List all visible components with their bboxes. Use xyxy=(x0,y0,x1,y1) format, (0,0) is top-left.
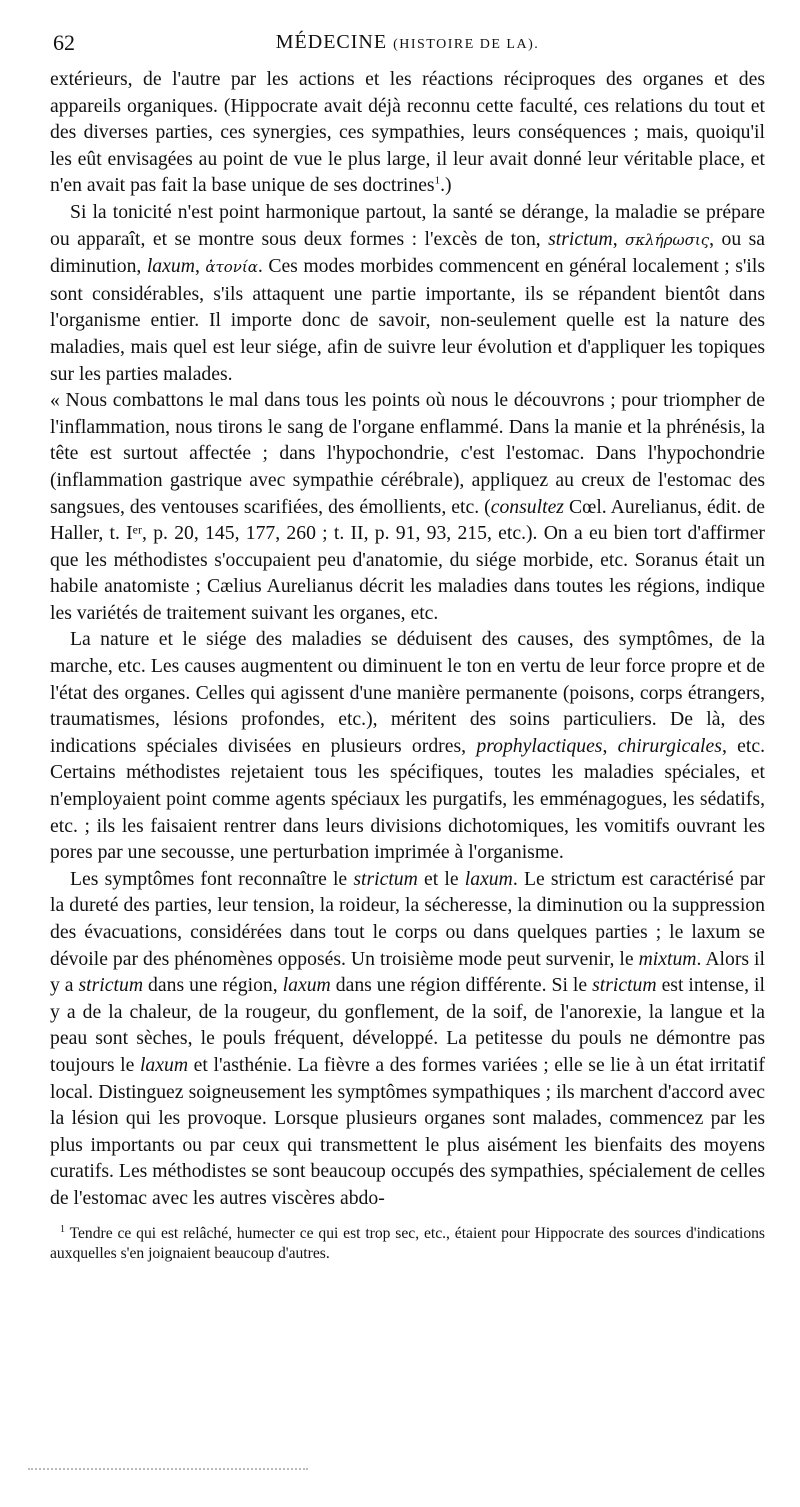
greek-term: ἀτονία xyxy=(205,258,258,277)
italic-term: prophylactiques xyxy=(476,734,603,757)
footnote-marker: 1 xyxy=(60,1223,65,1235)
italic-term: laxum xyxy=(282,974,331,997)
text-run: .) xyxy=(440,174,452,197)
italic-term: strictum xyxy=(78,974,144,997)
footnote-ref: 1 xyxy=(434,174,441,187)
italic-term: chirurgicales xyxy=(617,734,722,757)
page-number: 62 xyxy=(53,30,75,55)
paragraph xyxy=(50,199,765,387)
text-run: La nature et le siége des maladies se déduisent des causes, des symptômes, de la marche, etc. Les causes augmentent ou diminuent le ton en vertu de leur force propre et de l'état des organes. Celles qui agissent d'une manière permanente (poisons, corps étrangers, traumatismes, lésions profondes, etc.), méritent des soins particuliers. De là, des indications spéciales divisées en plusieurs ordres, xyxy=(50,628,765,757)
text-run: , xyxy=(612,227,626,250)
paragraph xyxy=(50,626,765,865)
text-run: « Nous combattons le mal dans tous les points où nous le découvrons ; pour triompher de l'inflammation, nous tirons le sang de l'organe enflammé. Dans la manie et la phrénésis, la tête est surtout affectée ; dans l'hypochondrie, c'est l'estomac. Dans l'hypochondrie (inflammation gastrique avec sympathie cérébrale), appliquez au creux de l'estomac des sangsues, des ventouses scarifiées, des émollients, etc. ( xyxy=(50,389,765,518)
body-text xyxy=(50,66,765,1212)
text-run: est intense, il y a de la chaleur, de la rougeur, du gonflement, de la soif, de l'anorexie, la langue et la peau sont sèches, le pouls fréquent, développé. La petitesse du pouls ne démontre pas toujours le xyxy=(50,974,766,1076)
text-run: Cœl. Aurelianus, édit. de Haller, t. Iᵉʳ, p. 20, 145, 177, 260 ; t. II, p. 91, 93, 215, etc.). On a eu bien tort d'affirmer que les méthodistes s'occupaient peu d'anatomie, du siége morbide, etc. Soranus était un habile anatomiste ; Cælius Aurelianus décrit les maladies dans toutes les régions, indique les variétés de traitement suivant les organes, etc. xyxy=(50,495,765,624)
footnote xyxy=(50,1224,765,1264)
running-title xyxy=(50,31,765,54)
italic-term: laxum xyxy=(139,1053,189,1076)
text-run: , xyxy=(602,734,618,757)
text-run: Si la tonicité n'est point harmonique partout, la santé se dérange, la maladie se prépare ou apparaît, et se montre sous deux formes : l'excès de ton, xyxy=(50,200,765,250)
text-run: . Le strictum est caractérisé par la dureté des parties, leur tension, la roideur, la sécheresse, la diminution ou la suppression des évacuations, considérées dans tout le corps ou dans quelques parties ; le laxum se dévoile par des phénomènes opposés. Un troisième mode peut survenir, le xyxy=(50,867,765,970)
page xyxy=(50,28,765,1264)
text-run: et l'asthénie. La fièvre a des formes variées ; elle se lie à un état irritatif local. Distinguez soigneusement les symptômes sympathiques ; ils marchent d'accord avec la lésion qui les provoque. Lorsque plusieurs organes sont malades, commencez par les plus importants ou par ceux qui transmettent le plus aisément les bienfaits des moyens curatifs. Les méthodistes se sont beaucoup occupés des sympathies, spécialement de celles de l'estomac avec les autres viscères abdo- xyxy=(50,1053,765,1209)
text-run: , xyxy=(194,255,206,278)
text-run: dans une région, xyxy=(143,974,283,997)
running-header xyxy=(50,28,765,58)
italic-term: strictum xyxy=(548,227,613,250)
greek-term: σκλήρωσις xyxy=(625,230,710,249)
text-run: . Alors il y a xyxy=(50,947,765,997)
page-bottom-specks xyxy=(28,1468,308,1476)
paragraph xyxy=(50,387,765,626)
italic-term: consultez xyxy=(490,495,564,518)
text-run: extérieurs, de l'autre par les actions et les réactions réciproques des organes et des appareils organiques. (Hippocrate avait déjà reconnu cette faculté, ces relations du tout et des diverses parties, ces synergies, ces sympathies, leurs conséquences ; mais, quoiqu'il les eût envisagées au point de vue le plus large, il leur avait donné leur véritable place, et n'en avait pas fait la base unique de ses doctrines xyxy=(50,68,765,197)
italic-term: laxum xyxy=(146,255,195,278)
text-run: et le xyxy=(417,867,465,890)
paragraph xyxy=(50,866,765,1212)
text-run: dans une région différente. Si le xyxy=(330,974,593,997)
running-title-sub: (HISTOIRE DE LA). xyxy=(393,37,540,52)
paragraph xyxy=(50,66,765,199)
running-title-main: MÉDECINE xyxy=(275,31,388,53)
italic-term: strictum xyxy=(592,974,657,997)
text-run: . Ces modes morbides commencent en général localement ; s'ils sont considérables, s'ils attaquent une partie importante, ils se répandent bientôt dans l'organisme entier. Il importe donc de savoir, non-seulement quelle est la nature des maladies, mais quel est leur siége, afin de suivre leur évolution et d'appliquer les topiques sur les parties malades. xyxy=(50,255,765,385)
italic-term: mixtum xyxy=(638,947,697,970)
text-run: , ou sa diminution, xyxy=(50,227,766,278)
italic-term: strictum xyxy=(353,867,418,890)
text-run: , etc. Certains méthodistes rejetaient tous les spécifiques, toutes les maladies spéciales, et n'employaient point comme agents spéciaux les purgatifs, les emménagogues, les sédatifs, etc. ; ils les faisaient rentrer dans leurs divisions dichotomiques, les vomitifs ouvrant les pores par une secousse, une perturbation imprimée à l'organisme. xyxy=(50,734,766,864)
text-run: Les symptômes font reconnaître le xyxy=(70,867,354,890)
italic-term: laxum xyxy=(464,867,513,890)
footnote-text: Tendre ce qui est relâché, humecter ce qui est trop sec, etc., étaient pour Hippocrate des sources d'indications auxquelles s'en joignaient beaucoup d'autres. xyxy=(50,1224,766,1262)
